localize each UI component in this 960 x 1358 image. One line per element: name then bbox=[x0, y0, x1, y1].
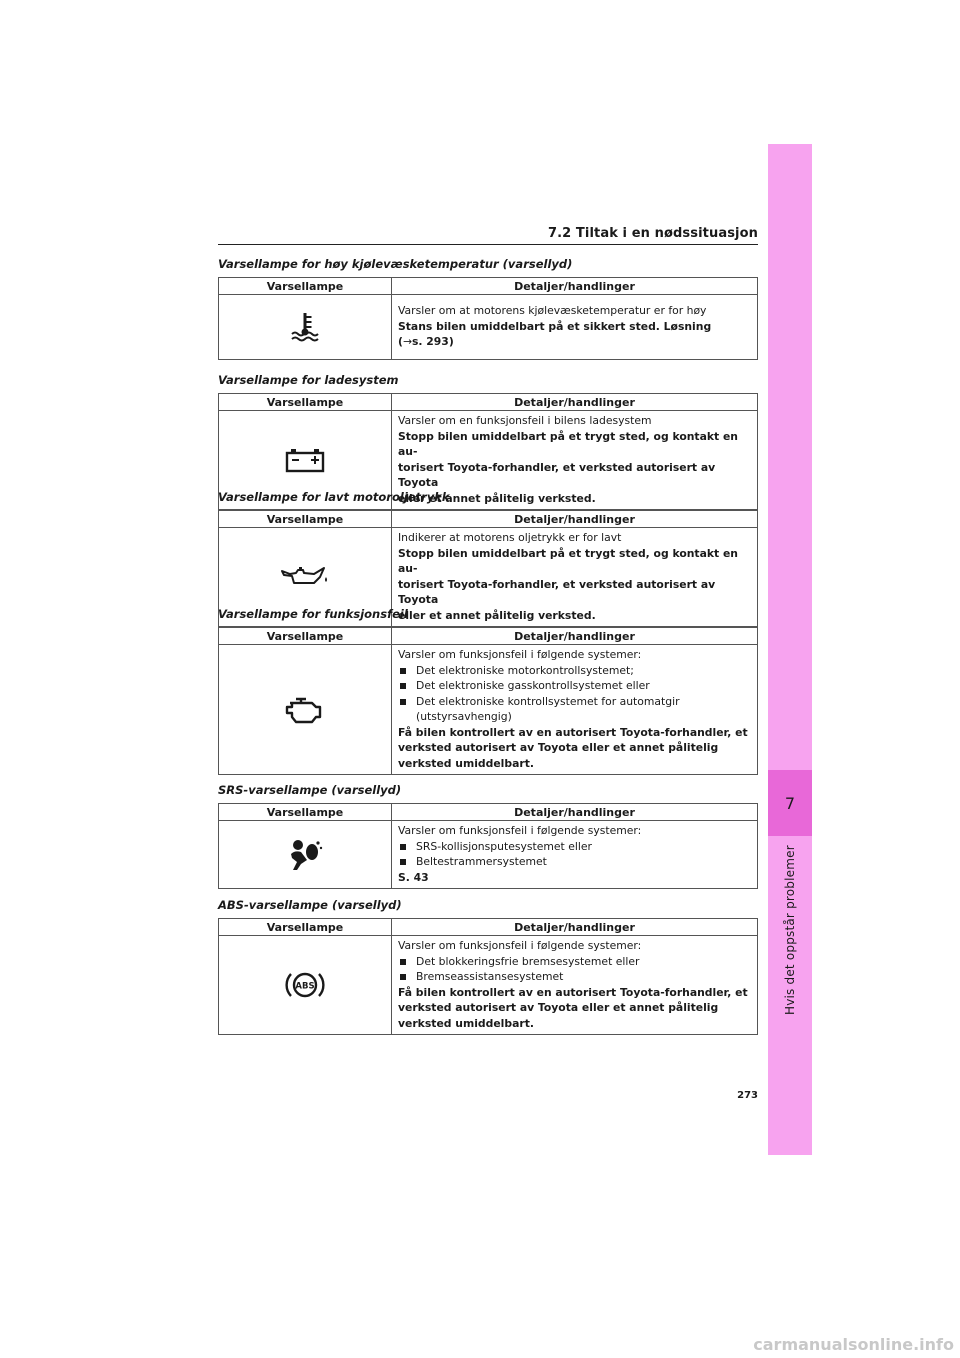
details-cell bbox=[392, 645, 758, 775]
page-number: 273 bbox=[737, 1090, 758, 1101]
arrow-icon: → bbox=[402, 335, 412, 349]
detail-reference: (→s. 293) bbox=[398, 335, 454, 349]
column-header-lamp: Varsellampe bbox=[219, 511, 392, 528]
detail-action: verksted autorisert av Toyota eller et annet pålitelig bbox=[398, 1001, 719, 1014]
detail-action: Stans bilen umiddelbart på et sikkert sted. Løsning bbox=[398, 319, 712, 333]
column-header-details: Detaljer/handlinger bbox=[392, 394, 758, 411]
section-title: ABS-varsellampe (varsellyd) bbox=[218, 898, 402, 912]
abs-icon bbox=[285, 968, 325, 1002]
page-reference-link[interactable]: S. 43 bbox=[398, 870, 429, 884]
detail-action: Stopp bilen umiddelbart på et trygt sted, og kontakt en au- bbox=[398, 429, 738, 458]
detail-action: eller et annet pålitelig verksted. bbox=[398, 608, 596, 622]
column-header-details: Detaljer/handlinger bbox=[392, 278, 758, 295]
section-malfunction bbox=[218, 607, 758, 775]
column-header-details: Detaljer/handlinger bbox=[392, 628, 758, 645]
section-abs bbox=[218, 898, 758, 1035]
abs-icon-label: ABS bbox=[295, 981, 315, 992]
details-cell bbox=[392, 821, 758, 889]
chapter-number-tab[interactable]: 7 bbox=[768, 770, 812, 836]
detail-text: Varsler om funksjonsfeil i følgende systemer: bbox=[398, 824, 642, 837]
battery-icon bbox=[285, 447, 325, 473]
column-header-lamp: Varsellampe bbox=[219, 804, 392, 821]
warning-table bbox=[218, 277, 758, 360]
lamp-cell bbox=[219, 645, 392, 775]
bullet-item: SRS-kollisjonsputesystemet eller bbox=[398, 839, 751, 855]
column-header-lamp: Varsellampe bbox=[219, 628, 392, 645]
header-divider bbox=[218, 244, 758, 245]
detail-action: torisert Toyota-forhandler, et verksted autorisert av Toyota bbox=[398, 577, 716, 606]
detail-action: verksted autorisert av Toyota eller et annet pålitelig bbox=[398, 741, 719, 754]
bullet-item: Det elektroniske gasskontrollsystemet eller bbox=[398, 678, 751, 694]
bullet-item: Beltestrammersystemet bbox=[398, 854, 751, 870]
bullet-item: Det blokkeringsfrie bremsesystemet eller bbox=[398, 954, 751, 970]
lamp-cell bbox=[219, 936, 392, 1035]
column-header-lamp: Varsellampe bbox=[219, 394, 392, 411]
bullet-continuation: (utstyrsavhengig) bbox=[416, 710, 512, 723]
lamp-cell bbox=[219, 821, 392, 889]
oil-pressure-icon bbox=[280, 565, 330, 589]
detail-action: Få bilen kontrollert av en autorisert Toyota-forhandler, et bbox=[398, 985, 748, 999]
column-header-details: Detaljer/handlinger bbox=[392, 804, 758, 821]
bullet-item: Bremseassistansesystemet bbox=[398, 969, 751, 985]
details-cell bbox=[392, 295, 758, 360]
section-srs bbox=[218, 783, 758, 889]
warning-table bbox=[218, 803, 758, 889]
check-engine-icon bbox=[284, 695, 326, 725]
warning-table bbox=[218, 627, 758, 775]
section-title: Varsellampe for funksjonsfeil bbox=[218, 607, 408, 621]
detail-text: Varsler om funksjonsfeil i følgende systemer: bbox=[398, 648, 642, 661]
watermark-text: carmanualsonline.info bbox=[753, 1335, 954, 1354]
detail-action: torisert Toyota-forhandler, et verksted autorisert av Toyota bbox=[398, 460, 716, 489]
detail-action: Få bilen kontrollert av en autorisert Toyota-forhandler, et bbox=[398, 725, 748, 739]
warning-table bbox=[218, 918, 758, 1035]
detail-action: verksted umiddelbart. bbox=[398, 756, 534, 770]
section-title: Varsellampe for høy kjølevæsketemperatur (varsellyd) bbox=[218, 257, 573, 271]
lamp-cell bbox=[219, 295, 392, 360]
detail-text: Indikerer at motorens oljetrykk er for lavt bbox=[398, 531, 622, 544]
coolant-temperature-icon bbox=[289, 312, 321, 342]
detail-text: Varsler om funksjonsfeil i følgende systemer: bbox=[398, 939, 642, 952]
section-coolant-temperature bbox=[218, 257, 758, 360]
detail-text: Varsler om en funksjonsfeil i bilens ladesystem bbox=[398, 414, 652, 427]
column-header-details: Detaljer/handlinger bbox=[392, 511, 758, 528]
detail-text: Varsler om at motorens kjølevæsketemperatur er for høy bbox=[398, 304, 707, 318]
section-title: Varsellampe for ladesystem bbox=[218, 373, 399, 387]
section-title: Varsellampe for lavt motoroljetrykk bbox=[218, 490, 450, 504]
chapter-label: Hvis det oppstår problemer bbox=[783, 845, 797, 1015]
column-header-details: Detaljer/handlinger bbox=[392, 919, 758, 936]
column-header-lamp: Varsellampe bbox=[219, 919, 392, 936]
detail-action: eller et annet pålitelig verksted. bbox=[398, 491, 596, 505]
page-reference-link[interactable]: s. 293 bbox=[411, 335, 449, 349]
page-header-title: 7.2 Tiltak i en nødssituasjon bbox=[547, 226, 758, 241]
column-header-lamp: Varsellampe bbox=[219, 278, 392, 295]
detail-action: Stopp bilen umiddelbart på et trygt sted, og kontakt en au- bbox=[398, 546, 738, 575]
section-title: SRS-varsellampe (varsellyd) bbox=[218, 783, 402, 797]
bullet-item: Det elektroniske kontrollsystemet for automatgir bbox=[398, 694, 751, 710]
bullet-item: Det elektroniske motorkontrollsystemet; bbox=[398, 663, 751, 679]
airbag-icon bbox=[287, 838, 323, 872]
detail-action: verksted umiddelbart. bbox=[398, 1016, 534, 1030]
details-cell bbox=[392, 936, 758, 1035]
